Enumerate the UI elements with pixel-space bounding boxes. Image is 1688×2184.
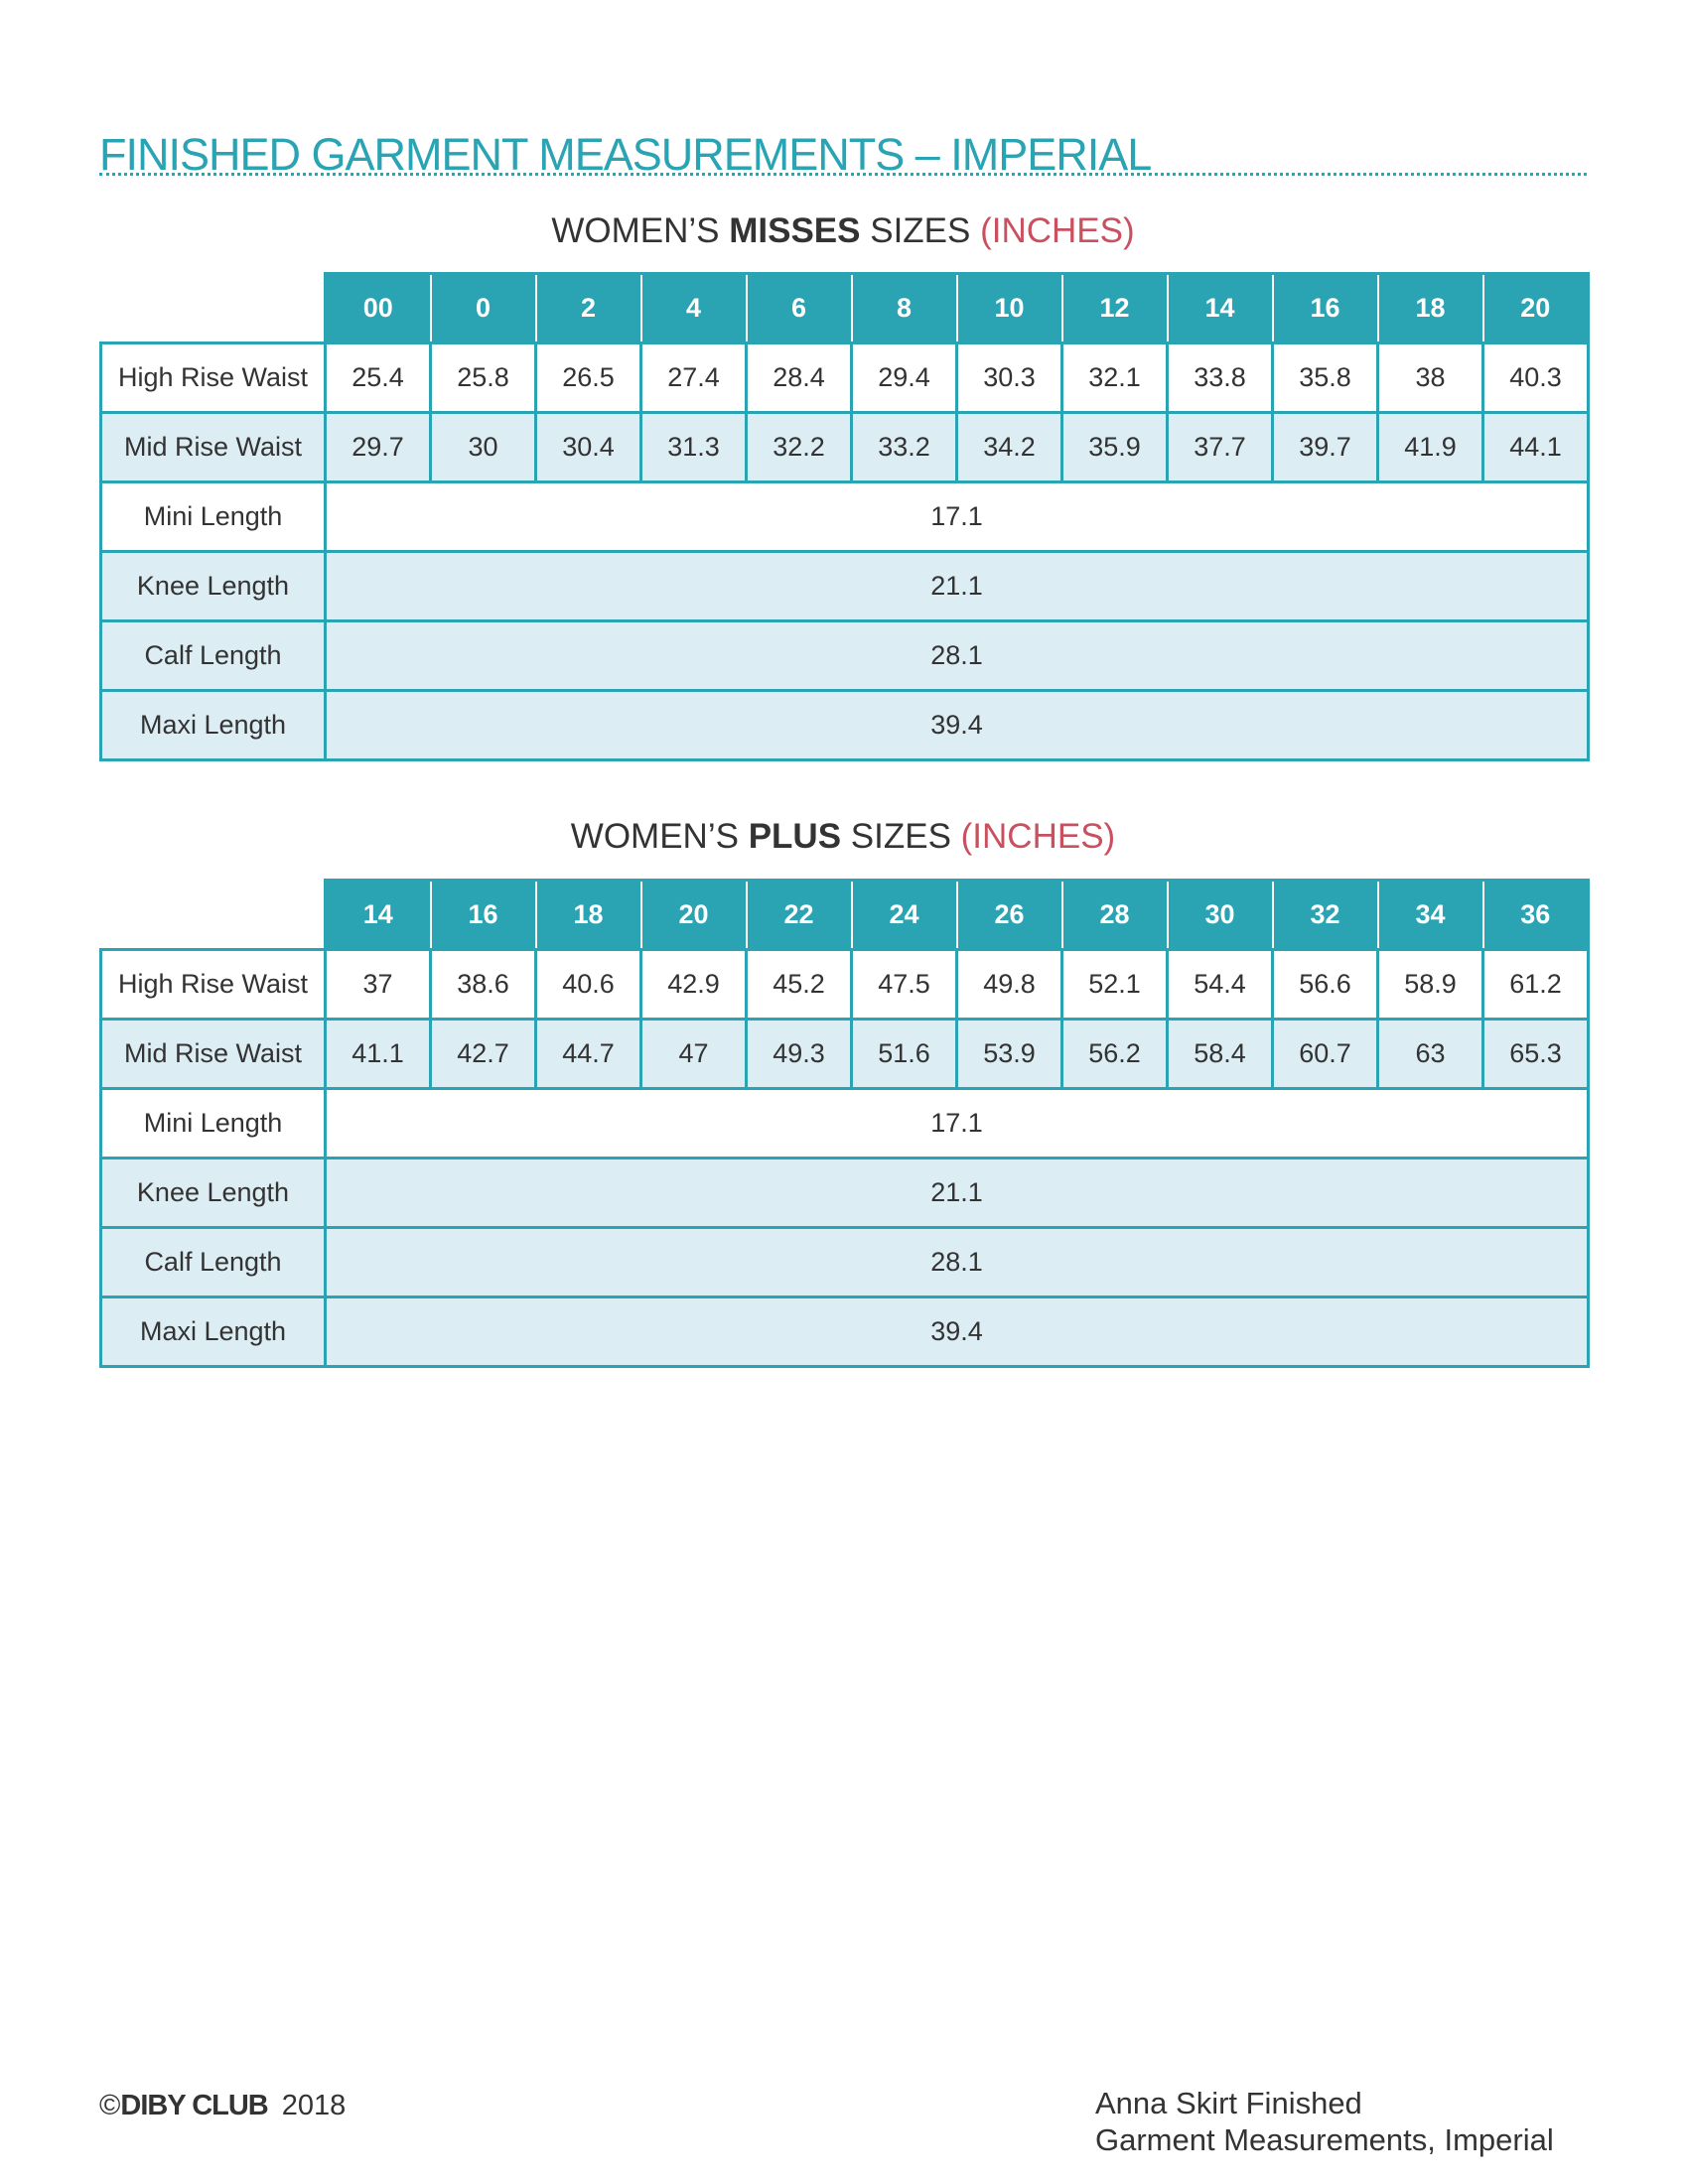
size-header: 2 xyxy=(536,274,641,343)
measurement-cell: 29.4 xyxy=(852,343,957,413)
measurement-cell: 28.1 xyxy=(326,621,1589,691)
knee-length-row xyxy=(101,552,1589,621)
misses-heading-suffix: SIZES xyxy=(860,211,981,250)
measurement-cell: 54.4 xyxy=(1168,950,1273,1020)
measurement-cell: 58.9 xyxy=(1378,950,1483,1020)
knee-length-row xyxy=(101,1159,1589,1228)
measurement-cell: 58.4 xyxy=(1168,1020,1273,1089)
misses-heading xyxy=(99,211,1587,251)
measurement-cell: 28.1 xyxy=(326,1228,1589,1297)
row-label: Calf Length xyxy=(101,621,326,691)
misses-heading-unit: (INCHES) xyxy=(980,211,1135,250)
caption-line-1: Anna Skirt Finished xyxy=(1095,2086,1362,2120)
measurement-cell: 32.2 xyxy=(747,413,852,482)
measurement-cell: 38 xyxy=(1378,343,1483,413)
measurement-cell: 45.2 xyxy=(747,950,852,1020)
mini-length-row xyxy=(101,482,1589,552)
measurement-cell: 60.7 xyxy=(1273,1020,1378,1089)
misses-size-table xyxy=(99,272,1590,761)
size-header: 14 xyxy=(326,881,431,950)
footer-copyright xyxy=(99,2090,346,2122)
measurement-cell: 27.4 xyxy=(641,343,747,413)
measurement-cell: 25.4 xyxy=(326,343,431,413)
measurement-cell: 30 xyxy=(431,413,536,482)
measurement-cell: 38.6 xyxy=(431,950,536,1020)
size-header: 14 xyxy=(1168,274,1273,343)
measurement-cell: 56.2 xyxy=(1062,1020,1168,1089)
measurement-cell: 56.6 xyxy=(1273,950,1378,1020)
misses-heading-bold: MISSES xyxy=(729,211,861,250)
measurement-cell: 63 xyxy=(1378,1020,1483,1089)
size-header: 34 xyxy=(1378,881,1483,950)
row-label: High Rise Waist xyxy=(101,950,326,1020)
size-header: 00 xyxy=(326,274,431,343)
measurement-cell: 39.7 xyxy=(1273,413,1378,482)
maxi-length-row xyxy=(101,691,1589,760)
plus-heading-suffix: SIZES xyxy=(841,817,961,856)
row-label: Mid Rise Waist xyxy=(101,413,326,482)
measurement-cell: 52.1 xyxy=(1062,950,1168,1020)
measurement-cell: 51.6 xyxy=(852,1020,957,1089)
measurement-cell: 21.1 xyxy=(326,1159,1589,1228)
measurement-cell: 37 xyxy=(326,950,431,1020)
measurement-cell: 32.1 xyxy=(1062,343,1168,413)
high-rise-waist-row xyxy=(101,343,1589,413)
row-label: Knee Length xyxy=(101,1159,326,1228)
mini-length-row xyxy=(101,1089,1589,1159)
mid-rise-waist-row xyxy=(101,1020,1589,1089)
maxi-length-row xyxy=(101,1297,1589,1367)
size-header: 22 xyxy=(747,881,852,950)
calf-length-row xyxy=(101,1228,1589,1297)
measurement-cell: 42.7 xyxy=(431,1020,536,1089)
measurement-cell: 53.9 xyxy=(957,1020,1062,1089)
row-label: Maxi Length xyxy=(101,1297,326,1367)
measurement-cell: 47.5 xyxy=(852,950,957,1020)
calf-length-row xyxy=(101,621,1589,691)
size-header: 24 xyxy=(852,881,957,950)
size-header: 18 xyxy=(536,881,641,950)
measurement-cell: 47 xyxy=(641,1020,747,1089)
measurement-cell: 17.1 xyxy=(326,1089,1589,1159)
measurement-cell: 44.1 xyxy=(1483,413,1589,482)
measurement-cell: 39.4 xyxy=(326,1297,1589,1367)
measurement-cell: 34.2 xyxy=(957,413,1062,482)
measurement-cell: 31.3 xyxy=(641,413,747,482)
size-header: 18 xyxy=(1378,274,1483,343)
size-header: 28 xyxy=(1062,881,1168,950)
measurement-cell: 41.1 xyxy=(326,1020,431,1089)
high-rise-waist-row xyxy=(101,950,1589,1020)
measurement-cell: 61.2 xyxy=(1483,950,1589,1020)
size-header: 30 xyxy=(1168,881,1273,950)
copyright-year: 2018 xyxy=(281,2090,347,2121)
misses-size-header-row xyxy=(101,274,1589,343)
row-label: Maxi Length xyxy=(101,691,326,760)
measurement-cell: 35.9 xyxy=(1062,413,1168,482)
measurement-cell: 21.1 xyxy=(326,552,1589,621)
size-header: 4 xyxy=(641,274,747,343)
measurement-cell: 17.1 xyxy=(326,482,1589,552)
size-header: 16 xyxy=(431,881,536,950)
measurement-cell: 40.6 xyxy=(536,950,641,1020)
measurement-cell: 39.4 xyxy=(326,691,1589,760)
row-label: Mini Length xyxy=(101,1089,326,1159)
plus-heading-unit: (INCHES) xyxy=(960,817,1116,856)
measurement-cell: 49.8 xyxy=(957,950,1062,1020)
measurement-cell: 25.8 xyxy=(431,343,536,413)
size-header: 26 xyxy=(957,881,1062,950)
measurement-cell: 29.7 xyxy=(326,413,431,482)
brand-logo: DIBY CLUB xyxy=(120,2090,268,2121)
size-header: 0 xyxy=(431,274,536,343)
size-header: 32 xyxy=(1273,881,1378,950)
row-label: High Rise Waist xyxy=(101,343,326,413)
measurement-cell: 44.7 xyxy=(536,1020,641,1089)
measurement-cell: 41.9 xyxy=(1378,413,1483,482)
plus-size-table xyxy=(99,879,1590,1368)
size-header: 20 xyxy=(641,881,747,950)
measurement-cell: 26.5 xyxy=(536,343,641,413)
measurement-cell: 30.3 xyxy=(957,343,1062,413)
misses-heading-prefix: WOMEN’S xyxy=(551,211,730,250)
plus-heading-prefix: WOMEN’S xyxy=(570,817,749,856)
table-corner xyxy=(101,274,326,343)
plus-heading xyxy=(99,817,1587,857)
table-corner xyxy=(101,881,326,950)
page-title: FINISHED GARMENT MEASUREMENTS – IMPERIAL xyxy=(99,129,1152,181)
row-label: Knee Length xyxy=(101,552,326,621)
size-header: 10 xyxy=(957,274,1062,343)
measurement-cell: 33.2 xyxy=(852,413,957,482)
caption-line-2: Garment Measurements, Imperial xyxy=(1095,2122,1554,2157)
size-header: 20 xyxy=(1483,274,1589,343)
row-label: Calf Length xyxy=(101,1228,326,1297)
measurement-cell: 65.3 xyxy=(1483,1020,1589,1089)
measurement-cell: 37.7 xyxy=(1168,413,1273,482)
copyright-icon: © xyxy=(99,2090,121,2121)
measurement-cell: 42.9 xyxy=(641,950,747,1020)
measurement-cell: 35.8 xyxy=(1273,343,1378,413)
row-label: Mid Rise Waist xyxy=(101,1020,326,1089)
measurement-cell: 33.8 xyxy=(1168,343,1273,413)
footer-caption xyxy=(1095,2085,1554,2158)
measurement-cell: 28.4 xyxy=(747,343,852,413)
size-header: 12 xyxy=(1062,274,1168,343)
size-header: 6 xyxy=(747,274,852,343)
plus-size-header-row xyxy=(101,881,1589,950)
measurement-cell: 30.4 xyxy=(536,413,641,482)
plus-heading-bold: PLUS xyxy=(748,817,842,856)
size-header: 16 xyxy=(1273,274,1378,343)
title-divider xyxy=(99,173,1587,176)
measurement-cell: 49.3 xyxy=(747,1020,852,1089)
size-header: 36 xyxy=(1483,881,1589,950)
measurement-cell: 40.3 xyxy=(1483,343,1589,413)
size-header: 8 xyxy=(852,274,957,343)
mid-rise-waist-row xyxy=(101,413,1589,482)
row-label: Mini Length xyxy=(101,482,326,552)
